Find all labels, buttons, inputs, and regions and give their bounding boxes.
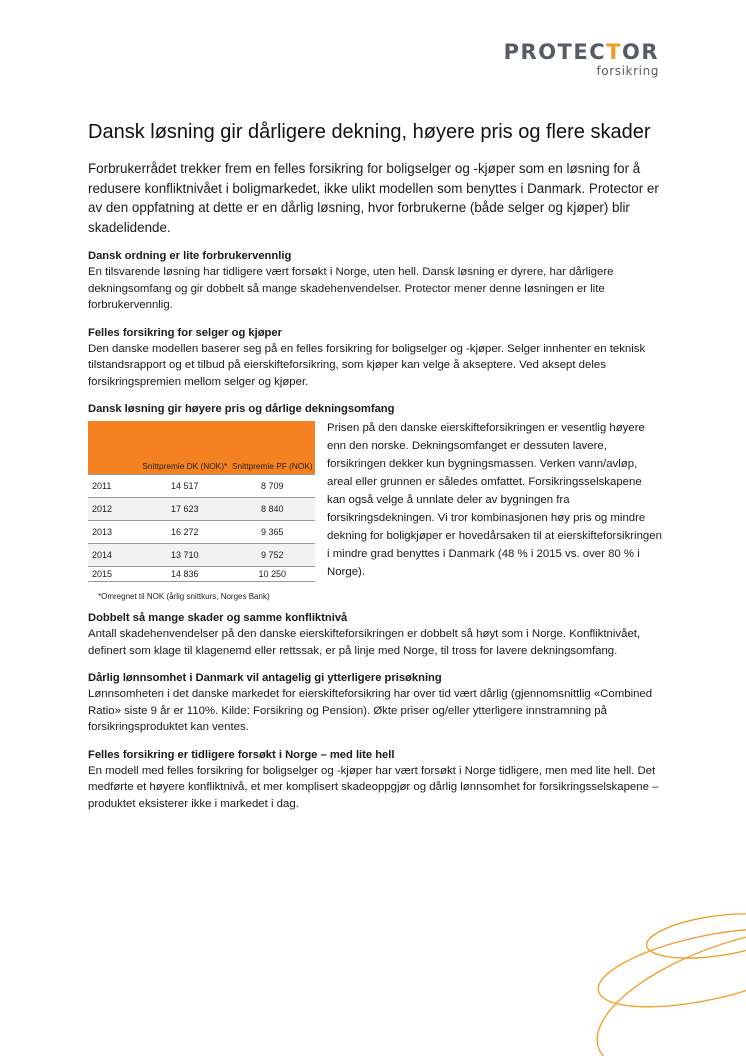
row-dk-premium: 14 517: [140, 475, 230, 498]
row-dk-premium: 16 272: [140, 521, 230, 544]
section-pris-dekning: [88, 402, 662, 601]
section-text: Lønnsomheten i det danske markedet for eierskifteforsikring har over tid vært dårlig (gjennomsnittlig «Combined Ratio» siste 9 år er 110%. Kilde: Forsikring og Pension). Økte priser og/eller ytterligere innstramning på forsikringsproduktet kan ventes.: [88, 688, 653, 733]
table-side-text: Prisen på den danske eierskifteforsikringen er vesentlig høyere enn den norske. Dekningsomfanget er dessuten lavere, forsikringen dekker kun bygningsmassen. Verken vann/avløp, areal eller grunnen er således omfattet. Forsikringsselskapene kan også velge å unnlate deler av bygningen fra forsikringsdekningen. Vi tror kombinasjonen høy pris og mindre dekning for boligkjøper er hovedårsaken til at eierskifteforsikringen i mindre grad benyttes i Danmark (48 % i 2015 vs. over 80 % i Norge).: [327, 422, 662, 578]
row-pf-premium: 10 250: [230, 567, 315, 582]
table-row: [88, 498, 315, 521]
section-heading: Felles forsikring for selger og kjøper: [88, 326, 282, 339]
document-body: [88, 118, 662, 824]
section-text: Antall skadehenvendelser på den danske eierskifteforsikringen er dobbelt så høyt som i Norge. Konfliktnivået, definert som klage til klagenemd eller rettssak, er på linje med Norge, til tross for lavere dekningsomfang.: [88, 628, 641, 657]
table-header-year: [88, 421, 140, 475]
section-text: En modell med felles forsikring for boligselger og -kjøper har vært forsøkt i Norge tidligere, men med lite hell. Det medførte et høyere konfliktnivå, et mer komplisert skadeoppgjør og dårlig lønnsomhet for forsikringsselskapene – produktet eksisterer ikke i markedet i dag.: [88, 764, 659, 810]
section-text: Den danske modellen baserer seg på en felles forsikring for boligselger og -kjøper. Selger innhenter en teknisk tilstandsrapport og et tilbud på eierskifteforsikring, som kjøper kan velge å akseptere. Ved aksept deles forsikringspremien mellom selger og kjøper.: [88, 342, 646, 388]
row-dk-premium: 17 623: [140, 498, 230, 521]
row-dk-premium: 13 710: [140, 544, 230, 567]
table-footnote: *Omregnet til NOK (årlig snittkurs, Norges Bank): [98, 592, 270, 601]
premium-table: [88, 421, 315, 582]
table-header-dk: Snittpremie DK (NOK)*: [140, 421, 230, 475]
section-dansk-ordning: [88, 249, 662, 314]
row-dk-premium: 14 836: [140, 567, 230, 582]
row-year: 2015: [88, 567, 140, 582]
row-pf-premium: 8 840: [230, 498, 315, 521]
row-pf-premium: 9 752: [230, 544, 315, 567]
section-heading: Dobbelt så mange skader og samme konfliktnivå: [88, 612, 348, 624]
section-heading: Dansk ordning er lite forbrukervennlig: [88, 250, 292, 262]
row-year: 2014: [88, 544, 140, 567]
section-heading: Dansk løsning gir høyere pris og dårlige dekningsomfang: [88, 403, 395, 415]
table-row: [88, 521, 315, 544]
table-row: [88, 567, 315, 582]
row-pf-premium: 8 709: [230, 475, 315, 498]
row-pf-premium: 9 365: [230, 521, 315, 544]
protector-logo: [504, 40, 659, 78]
decorative-swirl-graphic: [566, 906, 746, 1056]
section-text: En tilsvarende løsning har tidligere vært forsøkt i Norge, uten hell. Dansk løsning er dyrere, har dårligere dekningsomfang og gir dobbelt så mange skadehenvendelser. Protector mener denne løsningen er lite forbrukervennlig.: [88, 266, 614, 311]
table-header-pf: Snittpremie PF (NOK): [230, 421, 315, 475]
section-heading: Dårlig lønnsomhet i Danmark vil antagelig gi ytterligere prisøkning: [88, 672, 442, 684]
row-year: 2013: [88, 521, 140, 544]
row-year: 2011: [88, 475, 140, 498]
section-felles-forsikring: [88, 326, 662, 391]
section-forsokt-norge: [88, 748, 662, 813]
logo-subtitle: forsikring: [596, 64, 659, 78]
logo-wordmark: PROTECTOR: [503, 40, 659, 64]
section-heading: Felles forsikring er tidligere forsøkt i Norge – med lite hell: [88, 748, 395, 761]
table-row: [88, 544, 315, 567]
row-year: 2012: [88, 498, 140, 521]
section-lonnsomhet: [88, 671, 662, 736]
section-dobbelt-skader: [88, 611, 662, 659]
intro-paragraph: Forbrukerrådet trekker frem en felles forsikring for boligselger og -kjøper som en løsning for å redusere konfliktnivået i boligmarkedet, ikke ulikt modellen som benyttes i Danmark. Protector er av den oppfatning at dette er en dårlig løsning, hvor forbrukerne (både selger og kjøper) blir skadelidende.: [88, 161, 659, 235]
page-title: Dansk løsning gir dårligere dekning, høyere pris og flere skader: [88, 121, 651, 143]
table-row: [88, 475, 315, 498]
logo-accent-letter: T: [606, 40, 622, 64]
